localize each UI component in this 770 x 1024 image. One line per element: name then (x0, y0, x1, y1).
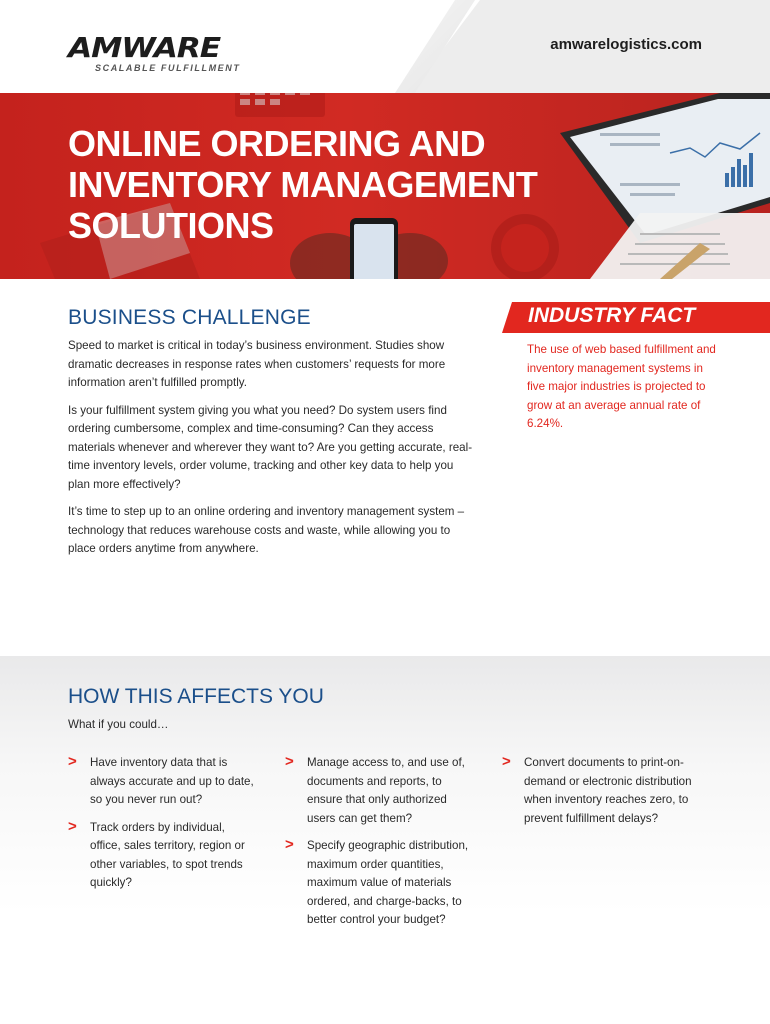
list-item-text: Track orders by individual, office, sales territory, region or other variables, to spot trends quickly? (90, 820, 245, 889)
list-item (502, 754, 692, 828)
benefits-column-1 (68, 754, 258, 902)
affects-intro: What if you could… (68, 718, 169, 731)
page-title (68, 123, 537, 246)
paragraph: Is your fulfillment system giving you what you need? Do system users find ordering cumbersome, complex and time-consuming? Can they access materials whenever and wherever they want to? Are you getting accurate, real-time inventory levels, order volume, tracking and other key data to help you plan more effectively? (68, 403, 473, 491)
amware-logo (68, 31, 241, 73)
benefits-column-3 (502, 754, 692, 837)
chevron-right-icon: > (68, 817, 77, 835)
list-item-text: Convert documents to print-on-demand or electronic distribution when inventory reaches zero, to prevent fulfillment delays? (524, 756, 692, 825)
business-challenge-heading: BUSINESS CHALLENGE (68, 306, 311, 329)
chevron-right-icon: > (68, 753, 77, 770)
title-line-1: ONLINE ORDERING AND (68, 123, 486, 164)
affects-heading: HOW THIS AFFECTS YOU (68, 685, 324, 708)
list-item (285, 754, 475, 828)
title-line-3: SOLUTIONS (68, 205, 274, 246)
list-item-text: Manage access to, and use of, documents and reports, to ensure that only authorized users can get them? (307, 756, 465, 825)
title-line-2: INVENTORY MANAGEMENT (68, 164, 538, 205)
chevron-right-icon: > (285, 836, 294, 853)
list-item (68, 754, 258, 810)
list-item-text: Have inventory data that is always accurate and up to date, so you never run out? (90, 756, 254, 806)
benefits-column-2 (285, 754, 475, 939)
list-item-text: Specify geographic distribution, maximum order quantities, maximum value of materials ordered, and charge-backs, to better control your budget? (307, 839, 469, 926)
business-challenge-body (68, 337, 473, 568)
chevron-right-icon: > (285, 753, 294, 770)
logo-tagline: SCALABLE FULFILLMENT (95, 63, 241, 73)
hero-banner (0, 93, 770, 279)
logo-wordmark: AMWARE (68, 31, 221, 64)
chevron-right-icon: > (502, 753, 511, 770)
industry-fact-title: INDUSTRY FACT (528, 304, 696, 327)
list-item (285, 837, 475, 930)
website-link[interactable]: amwarelogistics.com (550, 36, 702, 53)
paragraph: It’s time to step up to an online ordering and inventory management system – technology that reduces warehouse costs and waste, while allowing you to place orders anytime from anywhere. (68, 505, 465, 555)
industry-fact-text: The use of web based fulfillment and inventory management systems in five major industries is projected to grow at an average annual rate of 6.24%. (527, 343, 716, 430)
list-item (68, 819, 258, 893)
paragraph: Speed to market is critical in today’s business environment. Studies show dramatic decreases in response rates when customers’ requests for more information aren’t fulfilled promptly. (68, 339, 446, 389)
